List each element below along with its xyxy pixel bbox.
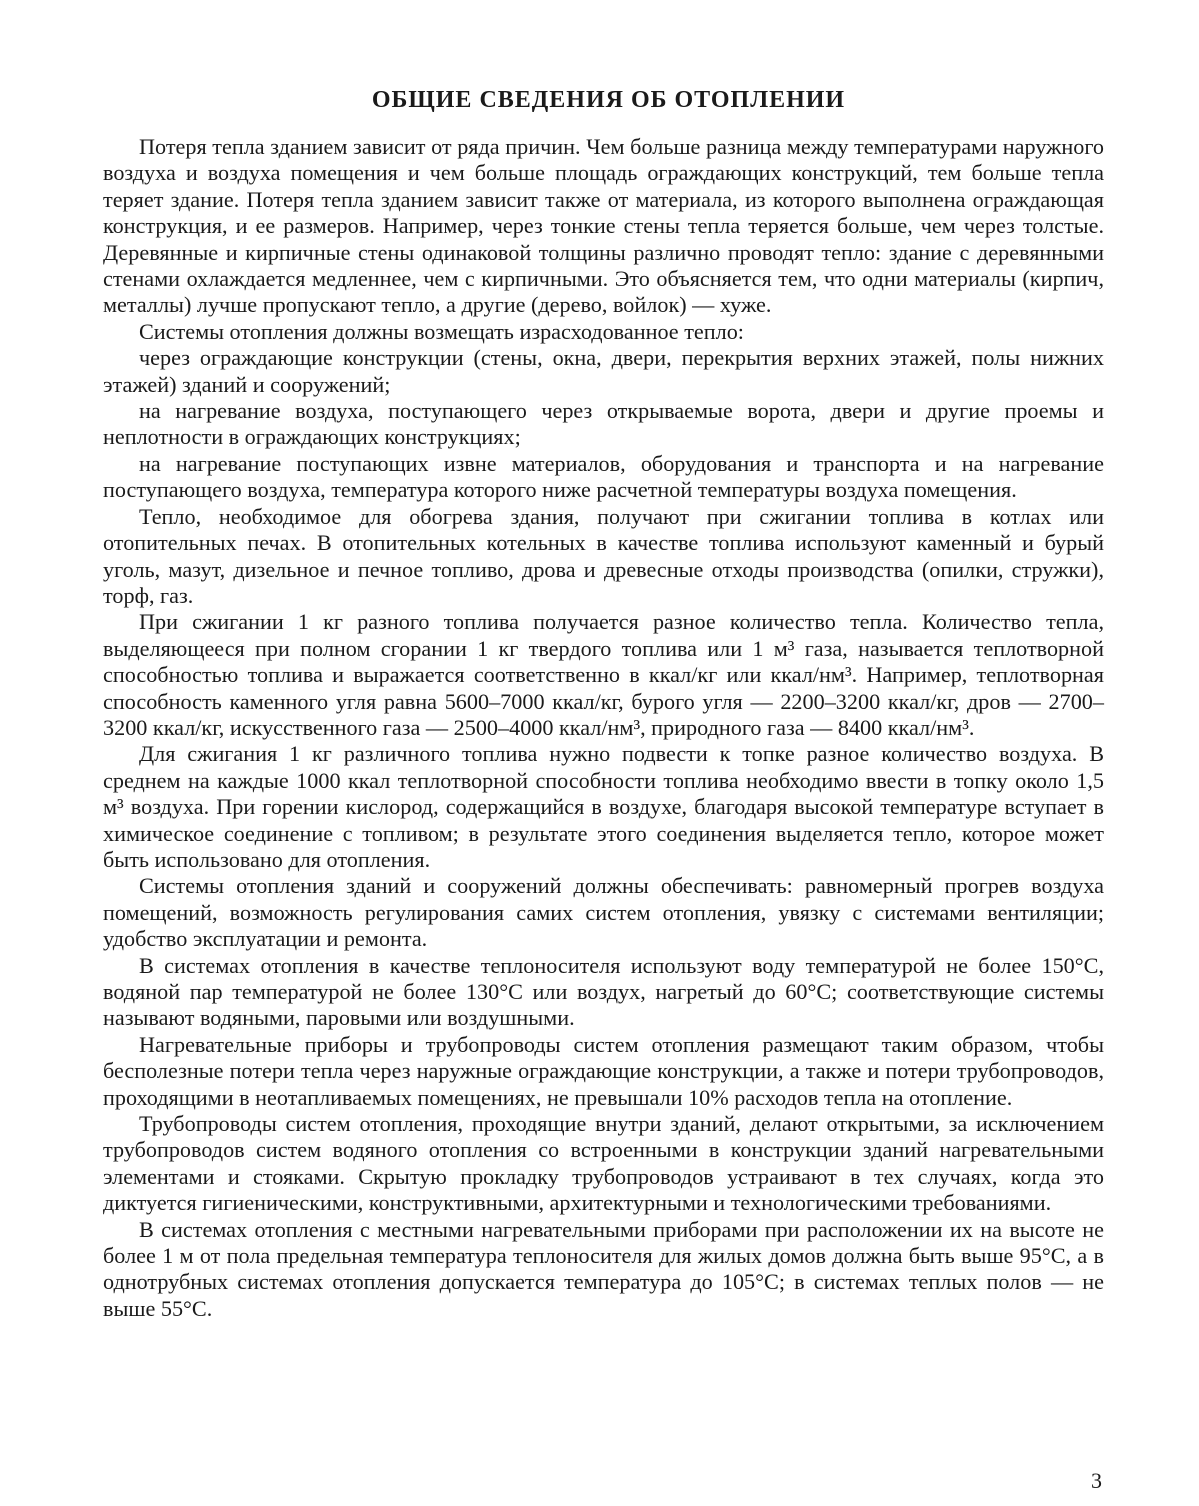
paragraph-heating-systems-intro: Системы отопления должны возмещать израсходованное тепло: bbox=[139, 318, 744, 344]
document-page bbox=[103, 86, 1104, 1406]
paragraph-heat-loss-limits: Нагревательные приборы и трубопроводы систем отопления размещают таким образом, чтобы бесполезные потери тепла через наружные ограждающие конструкции, а также и потери трубопроводов, проходящими в неотапливаемых помещениях, не превышали 10% расходов тепла на отопление. bbox=[103, 1031, 1104, 1110]
paragraph-enclosing-structures: через ограждающие конструкции (стены, окна, двери, перекрытия верхних этажей, полы нижних этажей) зданий и сооружений; bbox=[103, 345, 1104, 397]
paragraph-air-heating: на нагревание воздуха, поступающего через открываемые ворота, двери и другие проемы и неплотности в ограждающих конструкциях; bbox=[103, 398, 1104, 450]
paragraph-fuel-types: Тепло, необходимое для обогрева здания, получают при сжигании топлива в котлах или отопительных печах. В отопительных котельных в качестве топлива используют каменный и бурый уголь, мазут, дизельное и печное топливо, дрова и древесные отходы производства (опилки, стружки), торф, газ. bbox=[103, 503, 1104, 608]
paragraph-heat-carriers: В системах отопления в качестве теплоносителя используют воду температурой не более 150°С, водяной пар температурой не более 130°С или воздух, нагретый до 60°С; соответствующие системы называют водяными, паровыми или воздушными. bbox=[103, 952, 1104, 1031]
page-title: ОБЩИЕ СВЕДЕНИЯ ОБ ОТОПЛЕНИИ bbox=[371, 87, 846, 113]
paragraph-calorific-value: При сжигании 1 кг разного топлива получается разное количество тепла. Количество тепла, выделяющееся при полном сгорании 1 кг твердого топлива или 1 м³ газа, называется теплотворной способностью топлива и выражается соответственно в ккал/кг или ккал/нм³. Например, теплотворная способность каменного угля равна 5600–7000 ккал/кг, бурого угля — 2200–3200 ккал/кг, дров — 2700–3200 ккал/кг, искусственного газа — 2500–4000 ккал/нм³, природного газа — 8400 ккал/нм³. bbox=[103, 609, 1104, 740]
paragraph-heat-loss: Потеря тепла зданием зависит от ряда причин. Чем больше разница между температурами наружного воздуха и воздуха помещения и чем больше площадь ограждающих конструкций, тем больше тепла теряет здание. Потеря тепла зданием зависит также от материала, из которого выполнена ограждающая конструкция, и ее размеров. Например, через тонкие стены тепла теряется больше, чем через толстые. Деревянные и кирпичные стены одинаковой толщины различно проводят тепло: здание с деревянными стенами охлаждается медленнее, чем с кирпичными. Это объясняется тем, что одни материалы (кирпич, металлы) лучше пропускают тепло, а другие (дерево, войлок) — хуже. bbox=[103, 134, 1104, 318]
paragraph-materials-heating: на нагревание поступающих извне материалов, оборудования и транспорта и на нагревание поступающего воздуха, температура которого ниже расчетной температуры воздуха помещения. bbox=[103, 450, 1104, 503]
paragraph-temperature-limits: В системах отопления с местными нагревательными приборами при расположении их на высоте не более 1 м от пола предельная температура теплоносителя для жилых домов должна быть выше 95°С, а в однотрубных системах отопления допускается температура до 105°С; в системах теплых полов — не выше 55°С. bbox=[103, 1216, 1104, 1321]
page-number: 3 bbox=[1091, 1468, 1102, 1493]
body-text bbox=[103, 134, 1104, 1322]
paragraph-combustion-air: Для сжигания 1 кг различного топлива нужно подвести к топке разное количество воздуха. В среднем на каждые 1000 ккал теплотворной способности топлива необходимо ввести в топку около 1,5 м³ воздуха. При горении кислород, содержащийся в воздухе, благодаря высокой температуре вступает в химическое соединение с топливом; в результате этого соединения выделяется тепло, которое может быть использовано для отопления. bbox=[103, 741, 1104, 872]
paragraph-pipelines: Трубопроводы систем отопления, проходящие внутри зданий, делают открытыми, за исключением трубопроводов систем водяного отопления со встроенными в конструкции зданий нагревательными элементами и стояками. Скрытую прокладку трубопроводов устраивают в тех случаях, когда это диктуется гигиеническими, конструктивными, архитектурными и технологическими требованиями. bbox=[103, 1111, 1104, 1216]
paragraph-system-requirements: Системы отопления зданий и сооружений должны обеспечивать: равномерный прогрев воздуха помещений, возможность регулирования самих систем отопления, увязку с системами вентиляции; удобство эксплуатации и ремонта. bbox=[103, 873, 1104, 952]
